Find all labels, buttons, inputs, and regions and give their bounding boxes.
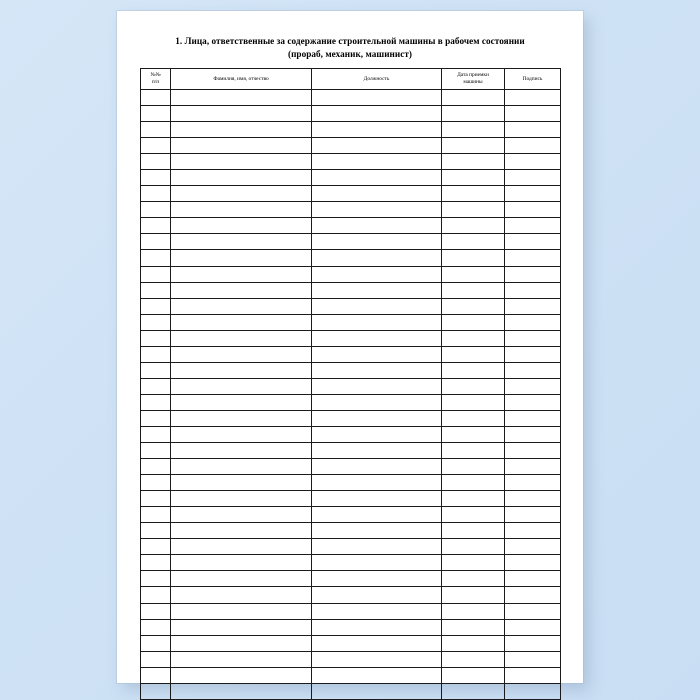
table-cell-signature[interactable] [505,266,561,282]
table-cell-fullname[interactable] [171,507,312,523]
table-row[interactable] [141,314,561,330]
table-row[interactable] [141,186,561,202]
table-cell-signature[interactable] [505,443,561,459]
table-cell-fullname[interactable] [171,154,312,170]
table-cell-signature[interactable] [505,491,561,507]
table-cell-fullname[interactable] [171,282,312,298]
table-cell-number[interactable] [141,459,171,475]
table-cell-fullname[interactable] [171,491,312,507]
column-header-number-line-1: №№ [150,72,161,78]
table-cell-accept_date[interactable] [442,234,505,250]
table-cell-position[interactable] [312,426,442,442]
responsible-persons-table [140,68,561,700]
column-header-fullname [171,69,312,90]
column-header-fullname-line-1: Фамилия, имя, отчество [213,75,269,82]
table-cell-position[interactable] [312,298,442,314]
table-cell-position[interactable] [312,507,442,523]
table-cell-fullname[interactable] [171,298,312,314]
table-cell-accept_date[interactable] [442,410,505,426]
table-cell-accept_date[interactable] [442,539,505,555]
column-header-accept-date-line-2: машины [463,79,483,85]
column-header-accept-date [442,69,505,90]
table-row[interactable] [141,330,561,346]
table-cell-number[interactable] [141,234,171,250]
table-cell-fullname[interactable] [171,603,312,619]
table-cell-fullname[interactable] [171,122,312,138]
table-cell-number[interactable] [141,362,171,378]
table-cell-accept_date[interactable] [442,122,505,138]
table-cell-signature[interactable] [505,651,561,667]
table-header [141,69,561,90]
table-row[interactable] [141,122,561,138]
table-cell-number[interactable] [141,298,171,314]
column-header-position-line-1: Должность [363,75,390,82]
table-row[interactable] [141,266,561,282]
table-cell-accept_date[interactable] [442,571,505,587]
table-row[interactable] [141,138,561,154]
table-cell-number[interactable] [141,475,171,491]
table-row[interactable] [141,555,561,571]
table-row[interactable] [141,202,561,218]
table-row[interactable] [141,539,561,555]
table-cell-position[interactable] [312,122,442,138]
table-cell-number[interactable] [141,378,171,394]
table-cell-number[interactable] [141,635,171,651]
table-cell-position[interactable] [312,651,442,667]
table-cell-signature[interactable] [505,603,561,619]
table-cell-number[interactable] [141,106,171,122]
table-cell-signature[interactable] [505,571,561,587]
table-cell-position[interactable] [312,282,442,298]
table-cell-number[interactable] [141,507,171,523]
table-cell-position[interactable] [312,266,442,282]
table-cell-accept_date[interactable] [442,186,505,202]
table-cell-signature[interactable] [505,122,561,138]
table-row[interactable] [141,154,561,170]
table-cell-fullname[interactable] [171,635,312,651]
table-cell-number[interactable] [141,202,171,218]
table-row[interactable] [141,170,561,186]
table-cell-fullname[interactable] [171,234,312,250]
table-row[interactable] [141,635,561,651]
table-cell-fullname[interactable] [171,443,312,459]
table-cell-position[interactable] [312,170,442,186]
table-row[interactable] [141,378,561,394]
table-cell-fullname[interactable] [171,539,312,555]
table-cell-number[interactable] [141,138,171,154]
table-cell-fullname[interactable] [171,475,312,491]
table-cell-fullname[interactable] [171,555,312,571]
page-title-line-2: (прораб, механик, машинист) [287,49,413,59]
table-cell-fullname[interactable] [171,170,312,186]
table-cell-position[interactable] [312,587,442,603]
page-content [140,35,560,700]
table-cell-accept_date[interactable] [442,378,505,394]
table-cell-accept_date[interactable] [442,683,505,699]
table-cell-accept_date[interactable] [442,90,505,106]
table-cell-number[interactable] [141,683,171,699]
table-row[interactable] [141,106,561,122]
table-row[interactable] [141,218,561,234]
table-cell-number[interactable] [141,186,171,202]
table-cell-fullname[interactable] [171,523,312,539]
column-header-signature-line-1: Подпись [522,75,543,82]
table-cell-position[interactable] [312,250,442,266]
table-cell-signature[interactable] [505,154,561,170]
table-cell-fullname[interactable] [171,378,312,394]
table-cell-position[interactable] [312,491,442,507]
table-row[interactable] [141,443,561,459]
table-cell-accept_date[interactable] [442,282,505,298]
table-row[interactable] [141,571,561,587]
table-cell-signature[interactable] [505,298,561,314]
column-header-number [141,69,171,90]
table-cell-fullname[interactable] [171,314,312,330]
table-row[interactable] [141,507,561,523]
table-cell-accept_date[interactable] [442,475,505,491]
table-cell-position[interactable] [312,362,442,378]
table-row[interactable] [141,491,561,507]
table-cell-position[interactable] [312,475,442,491]
table-cell-position[interactable] [312,683,442,699]
table-cell-accept_date[interactable] [442,459,505,475]
table-cell-accept_date[interactable] [442,170,505,186]
table-cell-accept_date[interactable] [442,667,505,683]
table-cell-position[interactable] [312,571,442,587]
table-cell-number[interactable] [141,90,171,106]
table-cell-signature[interactable] [505,635,561,651]
table-cell-number[interactable] [141,651,171,667]
table-cell-accept_date[interactable] [442,507,505,523]
table-cell-fullname[interactable] [171,138,312,154]
table-row[interactable] [141,250,561,266]
table-cell-number[interactable] [141,667,171,683]
table-row[interactable] [141,523,561,539]
table-cell-position[interactable] [312,619,442,635]
table-cell-number[interactable] [141,330,171,346]
table-cell-signature[interactable] [505,426,561,442]
table-cell-signature[interactable] [505,523,561,539]
table-cell-position[interactable] [312,234,442,250]
table-cell-fullname[interactable] [171,186,312,202]
table-cell-position[interactable] [312,218,442,234]
table-cell-signature[interactable] [505,138,561,154]
table-cell-number[interactable] [141,218,171,234]
table-cell-signature[interactable] [505,330,561,346]
table-cell-fullname[interactable] [171,90,312,106]
table-cell-accept_date[interactable] [442,218,505,234]
table-cell-signature[interactable] [505,378,561,394]
table-cell-signature[interactable] [505,410,561,426]
table-cell-fullname[interactable] [171,459,312,475]
table-cell-accept_date[interactable] [442,587,505,603]
table-row[interactable] [141,475,561,491]
table-cell-fullname[interactable] [171,362,312,378]
table-cell-fullname[interactable] [171,394,312,410]
table-row[interactable] [141,651,561,667]
table-cell-accept_date[interactable] [442,443,505,459]
document-page [117,11,583,683]
table-cell-position[interactable] [312,138,442,154]
table-row[interactable] [141,90,561,106]
table-cell-number[interactable] [141,539,171,555]
table-cell-position[interactable] [312,459,442,475]
table-cell-position[interactable] [312,186,442,202]
table-cell-signature[interactable] [505,475,561,491]
table-cell-fullname[interactable] [171,250,312,266]
table-cell-accept_date[interactable] [442,426,505,442]
table-cell-fullname[interactable] [171,346,312,362]
table-cell-number[interactable] [141,443,171,459]
table-cell-accept_date[interactable] [442,250,505,266]
table-cell-number[interactable] [141,170,171,186]
table-row[interactable] [141,683,561,699]
table-cell-signature[interactable] [505,218,561,234]
table-cell-fullname[interactable] [171,202,312,218]
table-cell-accept_date[interactable] [442,266,505,282]
table-row[interactable] [141,603,561,619]
table-cell-fullname[interactable] [171,426,312,442]
table-cell-signature[interactable] [505,90,561,106]
table-cell-accept_date[interactable] [442,314,505,330]
table-cell-signature[interactable] [505,346,561,362]
table-cell-accept_date[interactable] [442,619,505,635]
page-title-line-1: 1. Лица, ответственные за содержание строительной машины в рабочем состоянии [175,36,525,46]
table-cell-fullname[interactable] [171,651,312,667]
table-cell-signature[interactable] [505,619,561,635]
table-row[interactable] [141,234,561,250]
table-row[interactable] [141,362,561,378]
table-cell-signature[interactable] [505,106,561,122]
table-cell-position[interactable] [312,539,442,555]
table-cell-position[interactable] [312,523,442,539]
table-row[interactable] [141,426,561,442]
table-body [141,90,561,700]
table-cell-accept_date[interactable] [442,330,505,346]
table-cell-position[interactable] [312,635,442,651]
table-cell-position[interactable] [312,154,442,170]
table-cell-number[interactable] [141,555,171,571]
table-cell-signature[interactable] [505,459,561,475]
table-cell-position[interactable] [312,346,442,362]
table-cell-signature[interactable] [505,587,561,603]
table-cell-accept_date[interactable] [442,106,505,122]
table-cell-number[interactable] [141,571,171,587]
table-cell-accept_date[interactable] [442,603,505,619]
table-row[interactable] [141,459,561,475]
table-cell-number[interactable] [141,426,171,442]
table-row[interactable] [141,667,561,683]
table-cell-accept_date[interactable] [442,138,505,154]
table-cell-position[interactable] [312,106,442,122]
table-cell-number[interactable] [141,282,171,298]
table-cell-number[interactable] [141,523,171,539]
table-cell-signature[interactable] [505,282,561,298]
table-cell-signature[interactable] [505,202,561,218]
table-cell-accept_date[interactable] [442,154,505,170]
table-cell-number[interactable] [141,619,171,635]
table-row[interactable] [141,619,561,635]
table-cell-signature[interactable] [505,683,561,699]
table-cell-position[interactable] [312,603,442,619]
table-cell-accept_date[interactable] [442,362,505,378]
table-cell-fullname[interactable] [171,619,312,635]
table-row[interactable] [141,282,561,298]
column-header-position [312,69,442,90]
table-row[interactable] [141,587,561,603]
table-cell-fullname[interactable] [171,266,312,282]
table-cell-signature[interactable] [505,314,561,330]
table-cell-signature[interactable] [505,539,561,555]
table-cell-position[interactable] [312,443,442,459]
table-header-row [141,69,561,90]
table-cell-accept_date[interactable] [442,555,505,571]
table-cell-position[interactable] [312,378,442,394]
table-cell-accept_date[interactable] [442,651,505,667]
table-cell-accept_date[interactable] [442,298,505,314]
table-cell-number[interactable] [141,314,171,330]
table-cell-signature[interactable] [505,186,561,202]
table-cell-signature[interactable] [505,555,561,571]
table-row[interactable] [141,410,561,426]
table-cell-signature[interactable] [505,394,561,410]
table-cell-fullname[interactable] [171,218,312,234]
table-cell-number[interactable] [141,410,171,426]
table-cell-number[interactable] [141,154,171,170]
table-cell-number[interactable] [141,587,171,603]
table-cell-fullname[interactable] [171,667,312,683]
table-cell-fullname[interactable] [171,587,312,603]
column-header-accept-date-line-1: Дата приемки [457,72,489,78]
table-cell-signature[interactable] [505,234,561,250]
table-cell-position[interactable] [312,394,442,410]
table-row[interactable] [141,394,561,410]
table-cell-number[interactable] [141,122,171,138]
table-cell-fullname[interactable] [171,106,312,122]
table-cell-signature[interactable] [505,362,561,378]
table-cell-accept_date[interactable] [442,635,505,651]
table-cell-number[interactable] [141,250,171,266]
table-row[interactable] [141,298,561,314]
table-cell-position[interactable] [312,314,442,330]
table-cell-signature[interactable] [505,170,561,186]
table-cell-fullname[interactable] [171,683,312,699]
table-cell-position[interactable] [312,330,442,346]
page-title [140,35,560,61]
table-cell-position[interactable] [312,667,442,683]
table-cell-accept_date[interactable] [442,346,505,362]
table-cell-signature[interactable] [505,250,561,266]
column-header-number-line-2: п/п [151,79,160,85]
column-header-signature [505,69,561,90]
table-cell-number[interactable] [141,266,171,282]
table-cell-accept_date[interactable] [442,202,505,218]
table-cell-position[interactable] [312,555,442,571]
table-cell-accept_date[interactable] [442,491,505,507]
table-cell-position[interactable] [312,202,442,218]
table-cell-number[interactable] [141,346,171,362]
table-cell-accept_date[interactable] [442,523,505,539]
table-cell-position[interactable] [312,410,442,426]
table-cell-signature[interactable] [505,667,561,683]
table-cell-fullname[interactable] [171,410,312,426]
table-cell-number[interactable] [141,394,171,410]
table-cell-signature[interactable] [505,507,561,523]
table-cell-fullname[interactable] [171,330,312,346]
table-cell-position[interactable] [312,90,442,106]
table-cell-number[interactable] [141,603,171,619]
table-cell-number[interactable] [141,491,171,507]
table-cell-fullname[interactable] [171,571,312,587]
table-row[interactable] [141,346,561,362]
table-cell-accept_date[interactable] [442,394,505,410]
